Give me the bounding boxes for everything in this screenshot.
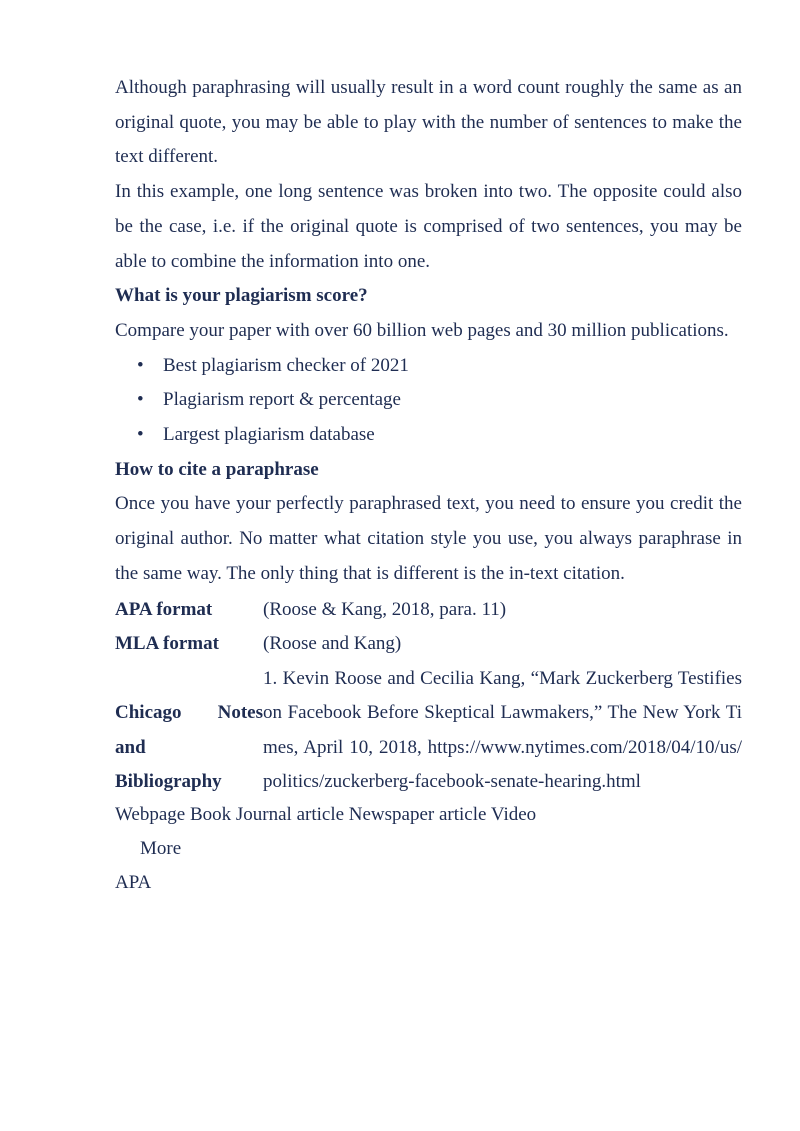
intro-paragraph-2: In this example, one long sentence was broken into two. The opposite could also be the case, i.e. if the original quote is comprised of two sentences, you may be able to combine the information into one. <box>115 181 742 272</box>
plagiarism-score-heading: What is your plagiarism score? <box>115 285 368 307</box>
document-page <box>115 71 742 900</box>
chicago-citation: 1. Kevin Roose and Cecilia Kang, “Mark Zuckerberg Testifies on Facebook Before Skeptical Lawmakers,” The New York Times, April 10, 2018, https://www.nytimes.com/2018/04/10/us/politics/zuckerberg-facebook-senate-hearing.html <box>263 667 742 793</box>
table-row <box>115 593 742 628</box>
mla-citation: (Roose and Kang) <box>263 633 402 655</box>
bullet-icon: • <box>137 389 144 411</box>
list-item-text: Plagiarism report & percentage <box>163 389 401 411</box>
intro-paragraph-1: Although paraphrasing will usually result in a word count roughly the same as an original quote, you may be able to play with the number of sentences to make the text different. <box>115 77 742 168</box>
chicago-label-line-3: Bibliography <box>115 771 222 793</box>
source-type-tabs[interactable]: Webpage Book Journal article Newspaper article Video <box>115 803 537 825</box>
chicago-label-line-1: Chicago Notes <box>115 702 263 724</box>
cite-paraphrase-body: Once you have your perfectly paraphrased text, you need to ensure you credit the original author. No matter what citation style you use, you always paraphrase in the same way. The only thing that is different is the in-text citation. <box>115 493 742 584</box>
list-item-text: Largest plagiarism database <box>163 424 375 446</box>
apa-format-label: APA format <box>115 598 213 620</box>
feature-list <box>115 349 742 453</box>
bullet-icon: • <box>137 354 144 376</box>
bullet-icon: • <box>137 424 144 446</box>
chicago-format-label <box>115 662 263 800</box>
table-row <box>115 662 742 800</box>
cite-paraphrase-heading: How to cite a paraphrase <box>115 458 319 480</box>
table-row <box>115 627 742 662</box>
plagiarism-score-body: Compare your paper with over 60 billion web pages and 30 million publications. <box>115 319 729 341</box>
list-item <box>115 418 742 453</box>
more-button[interactable]: More <box>140 837 182 859</box>
list-item-text: Best plagiarism checker of 2021 <box>163 354 409 376</box>
mla-format-label: MLA format <box>115 633 219 655</box>
apa-citation: (Roose & Kang, 2018, para. 11) <box>263 598 507 620</box>
citation-format-table <box>115 593 742 800</box>
chicago-label-line-2: and <box>115 736 146 758</box>
citation-style-selector[interactable]: APA <box>115 871 152 893</box>
list-item <box>115 349 742 384</box>
list-item <box>115 383 742 418</box>
